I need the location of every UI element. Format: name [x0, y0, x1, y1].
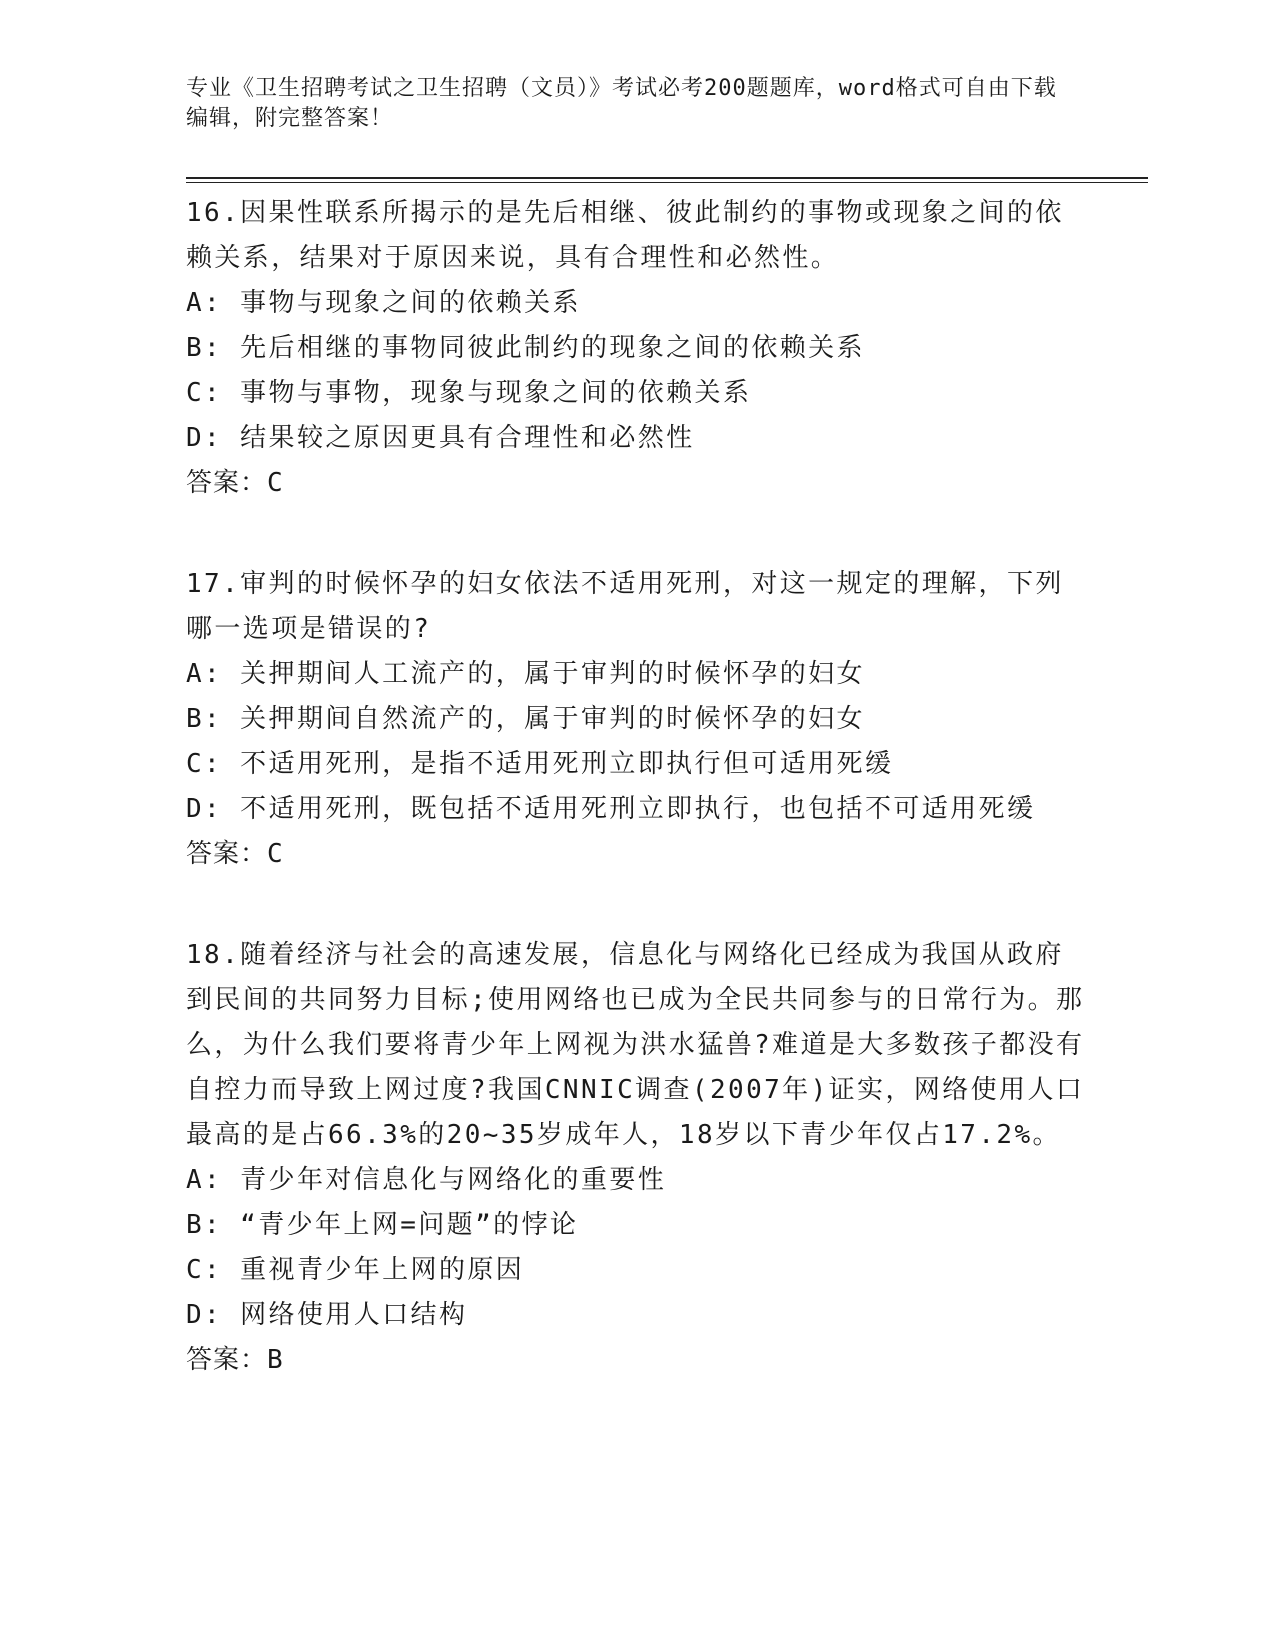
answer-line: 答案：C	[186, 839, 284, 869]
option-a: A: 青少年对信息化与网络化的重要性	[186, 1165, 667, 1195]
option-b: B: 关押期间自然流产的，属于审判的时候怀孕的妇女	[186, 704, 865, 734]
option-list	[186, 1158, 1086, 1338]
question-16	[186, 191, 1086, 506]
option-b: B: 先后相继的事物同彼此制约的现象之间的依赖关系	[186, 333, 865, 363]
option-list	[186, 652, 1086, 832]
answer-line: 答案：C	[186, 468, 284, 498]
question-stem: 17.审判的时候怀孕的妇女依法不适用死刑，对这一规定的理解，下列哪一选项是错误的?	[186, 569, 1064, 644]
question-stem: 18.随着经济与社会的高速发展，信息化与网络化已经成为我国从政府到民间的共同努力目标;使用网络也已成为全民共同参与的日常行为。那么，为什么我们要将青少年上网视为洪水猛兽?难道是大多数孩子都没有自控力而导致上网过度?我国CNNIC调查(2007年)证实，网络使用人口最高的是占66.3%的20~35岁成年人，18岁以下青少年仅占17.2%。	[186, 940, 1085, 1150]
answer-line: 答案：B	[186, 1345, 284, 1375]
question-stem: 16.因果性联系所揭示的是先后相继、彼此制约的事物或现象之间的依赖关系，结果对于原因来说，具有合理性和必然性。	[186, 198, 1064, 273]
question-list	[186, 191, 1086, 1439]
header-divider-thick	[186, 177, 1148, 179]
option-list	[186, 281, 1086, 461]
header-divider-thin	[186, 182, 1148, 183]
option-a: A: 关押期间人工流产的，属于审判的时候怀孕的妇女	[186, 659, 865, 689]
option-c: C: 不适用死刑，是指不适用死刑立即执行但可适用死缓	[186, 749, 894, 779]
document-header: 专业《卫生招聘考试之卫生招聘（文员）》考试必考200题题库，word格式可自由下载编辑，附完整答案！	[186, 76, 1057, 131]
option-d: D: 结果较之原因更具有合理性和必然性	[186, 423, 695, 453]
question-17	[186, 562, 1086, 877]
option-d: D: 网络使用人口结构	[186, 1300, 468, 1330]
question-18	[186, 933, 1086, 1383]
option-c: C: 重视青少年上网的原因	[186, 1255, 525, 1285]
option-d: D: 不适用死刑，既包括不适用死刑立即执行，也包括不可适用死缓	[186, 794, 1036, 824]
option-c: C: 事物与事物，现象与现象之间的依赖关系	[186, 378, 752, 408]
option-a: A: 事物与现象之间的依赖关系	[186, 288, 581, 318]
option-b: B: “青少年上网=问题”的悖论	[186, 1210, 579, 1240]
